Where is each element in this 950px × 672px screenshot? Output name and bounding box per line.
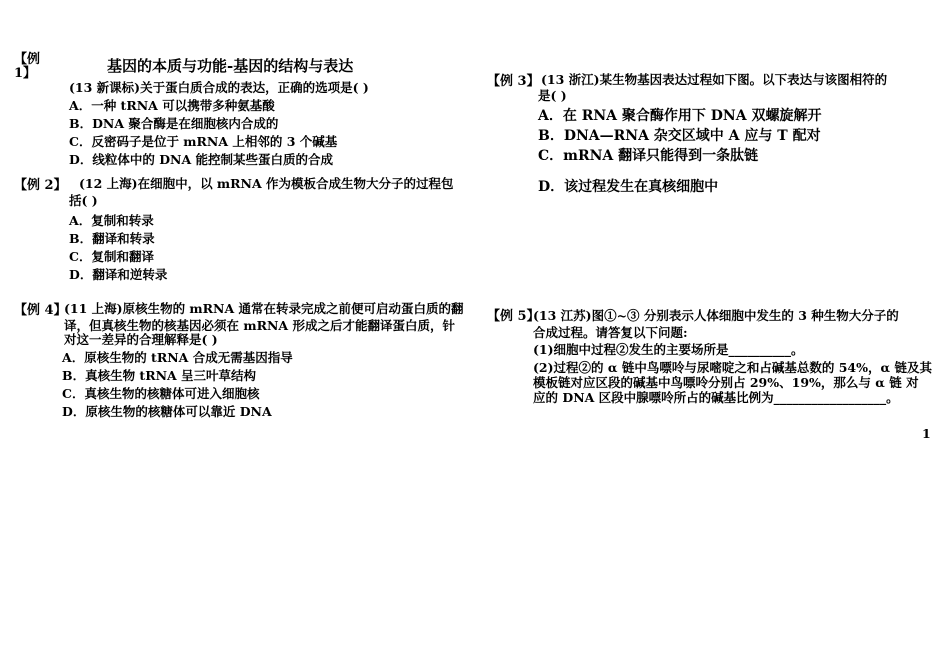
example-5-label: 【例 5】 xyxy=(487,309,540,324)
example-3-option-c: C．mRNA 翻译只能得到一条肽链 xyxy=(538,148,759,164)
example-2-label: 【例 2】 xyxy=(14,178,67,193)
example-4-option-d: D．原核生物的核糖体可以靠近 DNA xyxy=(62,404,272,419)
example-2-option-a: A．复制和转录 xyxy=(69,213,154,228)
example-3-option-d: D．该过程发生在真核细胞中 xyxy=(538,179,719,195)
example-3-stem-line2: 是( ) xyxy=(538,88,567,103)
example-2-option-b: B．翻译和转录 xyxy=(69,231,155,246)
example-2-stem-line1: (12 上海)在细胞中，以 mRNA 作为模板合成生物大分子的过程包 xyxy=(79,176,454,191)
example-4-option-c: C．真核生物的核糖体可进入细胞核 xyxy=(62,386,260,401)
example-1-label-line2: 1】 xyxy=(14,66,37,81)
example-1-label-line1: 【例 xyxy=(14,52,41,67)
example-5-question-2-line3: 应的 DNA 区段中腺嘌呤所占的碱基比例为__________________。 xyxy=(533,390,899,405)
example-4-option-b: B．真核生物 tRNA 呈三叶草结构 xyxy=(62,368,257,383)
example-1-stem: (13 新课标)关于蛋白质合成的表达，正确的选项是( ) xyxy=(69,80,369,95)
example-1-option-b: B．DNA 聚合酶是在细胞核内合成的 xyxy=(69,116,279,131)
example-4-option-a: A．原核生物的 tRNA 合成无需基因指导 xyxy=(62,350,293,365)
example-2-option-c: C．复制和翻译 xyxy=(69,249,154,264)
example-2-option-d: D．翻译和逆转录 xyxy=(69,267,168,282)
example-5-question-2-line2: 模板链对应区段的碱基中鸟嘌呤分别占 29%、19%，那么与 α 链 对 xyxy=(533,375,919,390)
example-5-stem-line1: (13 江苏)图①~③ 分别表示人体细胞中发生的 3 种生物大分子的 xyxy=(533,308,899,323)
example-4-stem-line3: 对这一差异的合理解释是( ) xyxy=(64,332,218,347)
example-4-label: 【例 4】 xyxy=(14,303,67,318)
example-5-question-2-line1: (2)过程②的 α 链中鸟嘌呤与尿嘧啶之和占碱基总数的 54%，α 链及其 xyxy=(533,360,932,375)
example-4-stem-line1: (11 上海)原核生物的 mRNA 通常在转录完成之前便可启动蛋白质的翻 xyxy=(64,301,464,316)
example-3-option-a: A．在 RNA 聚合酶作用下 DNA 双螺旋解开 xyxy=(538,108,822,124)
example-5-question-1: (1)细胞中过程②发生的主要场所是__________。 xyxy=(533,342,804,357)
example-3-stem-line1: (13 浙江)某生物基因表达过程如下图。以下表达与该图相符的 xyxy=(541,72,888,87)
example-4-stem-line2: 译，但真核生物的核基因必须在 mRNA 形成之后才能翻译蛋白质，针 xyxy=(64,318,455,333)
example-2-stem-line2: 括( ) xyxy=(69,193,98,208)
example-1-option-d: D．线粒体中的 DNA 能控制某些蛋白质的合成 xyxy=(69,152,334,167)
example-5-stem-line2: 合成过程。请答复以下问题: xyxy=(533,325,688,340)
example-1-option-c: C．反密码子是位于 mRNA 上相邻的 3 个碱基 xyxy=(69,134,338,149)
page-title: 基因的本质与功能-基因的结构与表达 xyxy=(107,57,354,75)
page-number: 1 xyxy=(922,426,931,441)
example-3-label: 【例 3】 xyxy=(487,74,540,89)
example-3-option-b: B．DNA—RNA 杂交区域中 A 应与 T 配对 xyxy=(538,128,821,144)
example-1-option-a: A．一种 tRNA 可以携带多种氨基酸 xyxy=(69,98,275,113)
